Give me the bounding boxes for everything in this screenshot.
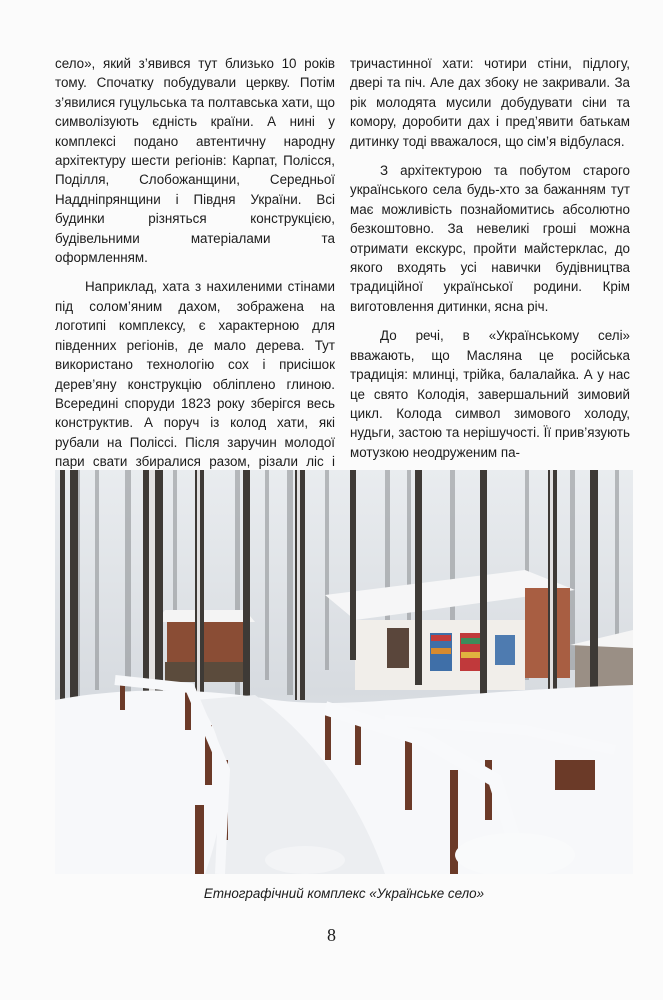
left-paragraph-2: Наприклад, хата з нахиленими стінами під солом’яним дахом, зображена на логотипі комплексу, є характерною для південних регіонів, де мало дерева. Тут використано технологію сох і присішок дерев’яну конструкцію обліплено глиною. Всередині споруди 1823 року зберігся весь конструктив. А поруч із колод хати, які рубали на Поліссі. Після заручин молодої пари свати збиралися разом, різали ліс і (55, 279, 335, 470)
photo-caption: Етнографічний комплекс «Українське село» (203, 886, 485, 901)
left-paragraph-1: село», який з’явився тут близько 10 років тому. Спочатку побудували церкву. Потім з’явилися гуцульська та полтавська хати, що символізують єдність країни. А нині у комплексі подано автентичну народну архітектуру шести регіонів: Карпат, Полісся, Поділля, Слобожанщини, Середньої Наддніпрянщини і Півдня України. Всі будинки різняться конструкцією, будівельними матеріалами та оформленням. (55, 56, 335, 266)
photo-illustration (55, 470, 633, 874)
snowy-village-photo (55, 470, 633, 874)
right-text-column (350, 54, 630, 462)
right-paragraph-1: тричастинної хати: чотири стіни, підлогу, двері та піч. Але дах збоку не закривали. За рік молодята мусили добудувати сіни та комору, доробити дах і пред’явити батькам дитинку тоді вважалося, що сім’я відбулася. (350, 56, 630, 149)
right-paragraph-3: До речі, в «Українському селі» вважають, що Масляна це російська традиція: млинці, трійка, балалайка. А у нас це свято Колодія, завершальний зимовий цикл. Колода символ зимового холоду, нудьги, застою та нерішучості. Її прив’язують мотузкою неодруженим па- (350, 328, 630, 460)
left-text-column (55, 54, 335, 491)
right-paragraph-2: З архітектурою та побутом старого українського села будь-хто за бажанням тут має можливість познайомитись абсолютно безкоштовно. За невеликі гроші можна отримати екскурс, пройти майстерклас, до якого входять усі навички будівництва традиційної української родини. Крім виготовлення дитинки, ясна річ. (350, 163, 630, 314)
page-number: 8 (327, 925, 336, 945)
